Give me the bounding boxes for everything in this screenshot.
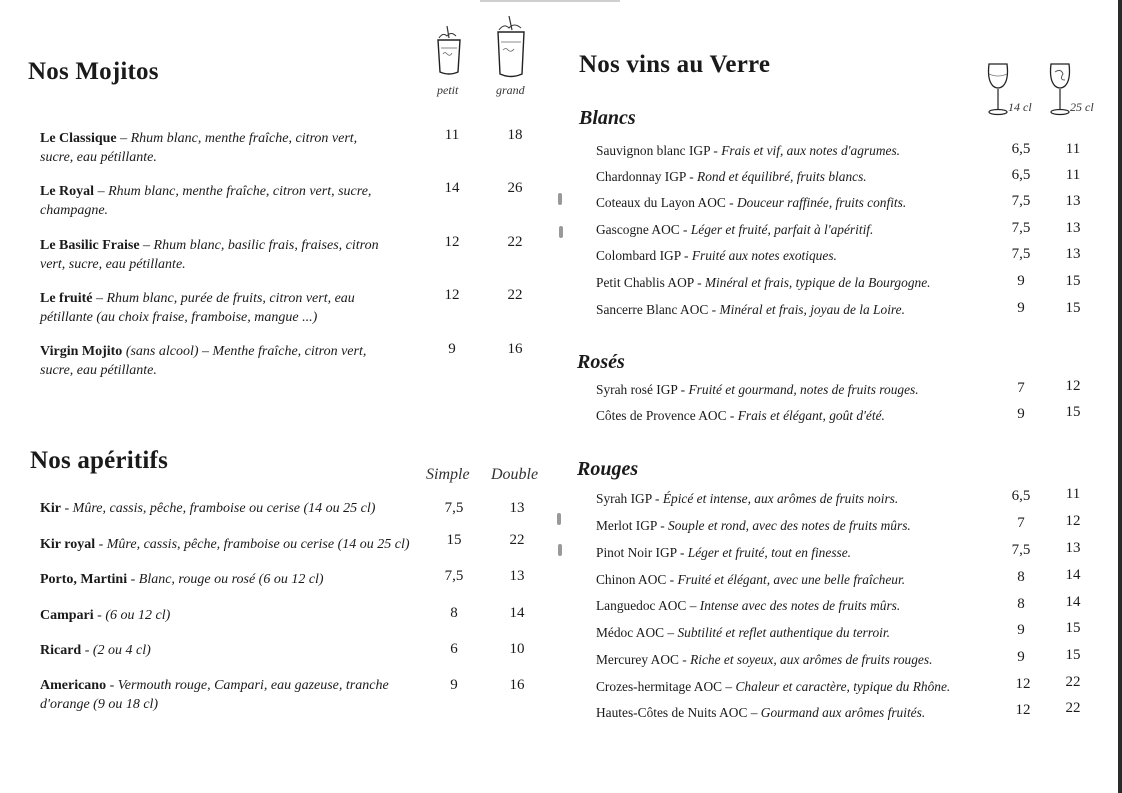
cocktail-glass-large-icon [493,14,529,80]
item-separator: - [127,572,139,587]
price-25cl: 13 [1065,193,1081,209]
mojitos-col-grand: grand [496,83,525,97]
price-grand: 22 [507,287,523,303]
item-separator: - [725,195,737,210]
wine-item [596,572,1016,588]
item-description: Frais et vif, aux notes d'agrumes. [721,143,900,158]
price-14cl: 12 [1015,702,1031,718]
item-separator: - [677,382,689,397]
item-name: Merlot IGP [596,518,657,533]
item-description: Souple et rond, avec des notes de fruits mûrs. [668,518,911,533]
item-name: Médoc AOC [596,625,665,640]
margin-mark [558,193,562,205]
item-separator: - [81,643,93,658]
mojito-item [40,129,380,167]
mojitos-title: Nos Mojitos [28,58,159,85]
item-description: Minéral et frais, typique de la Bourgogne. [704,275,931,290]
price-double: 10 [509,641,525,657]
item-description: Chaleur et caractère, typique du Rhône. [735,679,951,694]
wine-item [596,652,1016,668]
item-description: Gourmand aux arômes fruités. [760,705,926,720]
price-14cl: 7 [1017,515,1025,531]
price-14cl: 9 [1017,300,1025,316]
item-separator: - [726,408,738,423]
price-petit: 12 [444,287,460,303]
wine-item [596,705,1016,721]
wine-item [596,143,1016,159]
item-description: Intense avec des notes de fruits mûrs. [699,598,901,613]
item-separator: - [678,652,691,667]
wine-item [596,169,1016,185]
price-simple: 7,5 [444,500,464,516]
wine-item [596,679,1016,695]
item-description: Frais et élégant, goût d'été. [737,408,885,423]
price-25cl: 13 [1065,246,1081,262]
mojito-item [40,289,380,327]
item-separator: - [666,572,678,587]
price-simple: 9 [450,677,458,693]
item-name: Languedoc AOC [596,598,687,613]
wine-item [596,302,1016,318]
price-25cl: 15 [1065,300,1081,316]
item-description: Mûre, cassis, pêche, framboise ou cerise (14 ou 25 cl) [106,537,410,552]
price-25cl: 13 [1065,540,1081,556]
price-14cl: 9 [1017,406,1025,422]
page-edge [1118,0,1122,793]
item-name: Ricard [40,643,82,658]
item-separator: - [95,537,107,552]
mojito-item [40,236,380,274]
item-separator: - [685,169,698,184]
margin-mark [559,226,563,238]
item-description: Fruité aux notes exotiques. [691,248,837,263]
margin-mark [557,513,561,525]
item-description: Léger et fruité, tout en finesse. [687,545,852,560]
price-double: 14 [509,605,525,621]
price-14cl: 7 [1017,380,1025,396]
wine-item [596,222,1016,238]
price-25cl: 12 [1065,378,1081,394]
item-name: Kir royal [40,537,96,552]
price-25cl: 15 [1065,647,1081,663]
price-grand: 22 [507,234,523,250]
wines-col-14cl: 14 cl [1008,100,1032,114]
wine-item [596,518,1016,534]
item-separator: – [747,705,761,720]
wines-title: Nos vins au Verre [579,51,771,78]
price-14cl: 7,5 [1011,542,1031,558]
item-separator: – [94,184,109,199]
price-14cl: 8 [1017,569,1025,585]
item-description: Rhum blanc, purée de fruits, citron vert, eau pétillante (au choix fraise, framboise, mangue ...) [40,291,355,325]
price-25cl: 11 [1065,167,1081,183]
price-simple: 8 [450,605,458,621]
item-name: Colombard IGP [596,248,681,263]
margin-mark [558,544,562,556]
item-description: Rhum blanc, menthe fraîche, citron vert, sucre, eau pétillante. [40,131,358,165]
price-14cl: 7,5 [1011,220,1031,236]
price-14cl: 6,5 [1011,488,1031,504]
price-double: 22 [509,532,525,548]
wine-item [596,625,1016,641]
item-name: Le Basilic Fraise [40,238,140,253]
wines-col-25cl: 25 cl [1070,100,1094,114]
blancs-title: Blancs [579,107,636,129]
item-name: Sancerre Blanc AOC [596,302,709,317]
aperitifs-col-simple: Simple [426,466,470,483]
item-separator: - [710,143,722,158]
item-name: Gascogne AOC [596,222,680,237]
item-name: Americano [40,678,107,693]
wine-item [596,408,1016,424]
price-grand: 26 [507,180,523,196]
price-double: 16 [509,677,525,693]
item-description: Fruité et élégant, avec une belle fraîcheur. [677,572,906,587]
item-name: Côtes de Provence AOC [596,408,727,423]
wine-item [596,248,1016,264]
rouges-title: Rouges [577,458,639,480]
item-description: Mûre, cassis, pêche, framboise ou cerise (14 ou 25 cl) [72,501,376,516]
wine-item [596,598,1016,614]
wine-item [596,491,1016,507]
price-25cl: 11 [1065,141,1081,157]
wine-item [596,382,1016,398]
price-14cl: 9 [1017,622,1025,638]
aperitif-item [40,641,450,660]
price-25cl: 11 [1065,486,1081,502]
price-14cl: 7,5 [1011,193,1031,209]
price-25cl: 15 [1065,404,1081,420]
price-simple: 7,5 [444,568,464,584]
item-separator: - [651,491,663,506]
item-separator: - [93,608,106,623]
item-description: Minéral et frais, joyau de la Loire. [719,302,905,317]
price-14cl: 7,5 [1011,246,1031,262]
aperitifs-title: Nos apéritifs [30,447,169,474]
cocktail-glass-small-icon [433,24,465,78]
top-rule [480,0,620,2]
item-separator: – [116,131,131,146]
aperitif-item [40,606,450,625]
price-25cl: 14 [1065,594,1081,610]
price-petit: 9 [448,341,456,357]
item-separator: - [676,545,688,560]
item-separator: - [106,678,118,693]
item-description: Fruité et gourmand, notes de fruits rouges. [688,382,919,397]
price-14cl: 12 [1015,676,1031,692]
item-description: Épicé et intense, aux arômes de fruits noirs. [662,491,899,506]
aperitif-item [40,570,450,589]
aperitif-item [40,676,440,714]
item-name: Le Royal [40,184,95,199]
item-name: Virgin Mojito [40,344,123,359]
item-description: Blanc, rouge ou rosé (6 ou 12 cl) [138,572,324,587]
item-name: Sauvignon blanc IGP [596,143,711,158]
item-description: Rhum blanc, menthe fraîche, citron vert, sucre, champagne. [40,184,372,218]
item-name: Mercurey AOC [596,652,679,667]
price-grand: 16 [507,341,523,357]
item-name: Le fruité [40,291,93,306]
item-description: Léger et fruité, parfait à l'apéritif. [690,222,874,237]
aperitif-item [40,535,450,554]
item-name: Chardonnay IGP [596,169,686,184]
item-description: (6 ou 12 cl) [105,608,171,623]
item-name: Syrah IGP [596,491,652,506]
price-25cl: 13 [1065,220,1081,236]
item-name: Syrah rosé IGP [596,382,678,397]
item-separator: - [679,222,691,237]
item-separator: - [708,302,720,317]
item-separator: – [92,291,107,306]
price-grand: 18 [507,127,523,143]
item-separator: - [656,518,669,533]
item-separator: – [139,238,154,253]
item-description: Douceur raffinée, fruits confits. [736,195,907,210]
price-25cl: 15 [1065,273,1081,289]
mojito-item [40,182,380,220]
price-25cl: 22 [1065,674,1081,690]
item-description: Subtilité et reflet authentique du terroir. [677,625,890,640]
price-25cl: 22 [1065,700,1081,716]
price-14cl: 6,5 [1011,167,1031,183]
price-double: 13 [509,500,525,516]
price-25cl: 14 [1065,567,1081,583]
item-separator: – [722,679,736,694]
aperitif-item [40,499,450,518]
price-petit: 11 [444,127,460,143]
price-14cl: 8 [1017,596,1025,612]
mojitos-col-petit: petit [437,83,459,97]
item-separator: - [680,248,692,263]
item-name: Porto, Martini [40,572,128,587]
price-25cl: 12 [1065,513,1081,529]
mojito-item [40,342,380,380]
item-separator: - [61,501,73,516]
item-separator: – [686,598,700,613]
price-14cl: 6,5 [1011,141,1031,157]
item-description: Riche et soyeux, aux arômes de fruits rouges. [690,652,933,667]
roses-title: Rosés [577,351,625,373]
item-name: Chinon AOC [596,572,667,587]
item-description: (sans alcool) – Menthe fraîche, citron vert, sucre, eau pétillante. [40,344,367,378]
item-name: Coteaux du Layon AOC [596,195,726,210]
item-description: Rond et équilibré, fruits blancs. [697,169,867,184]
item-description: Vermouth rouge, Campari, eau gazeuse, tranche d'orange (9 ou 18 cl) [40,678,389,712]
item-name: Le Classique [40,131,117,146]
price-simple: 6 [450,641,458,657]
item-separator: – [664,625,678,640]
aperitifs-col-double: Double [491,466,539,483]
item-description: Rhum blanc, basilic frais, fraises, citron vert, sucre, eau pétillante. [40,238,379,272]
item-name: Hautes-Côtes de Nuits AOC [596,705,748,720]
price-25cl: 15 [1065,620,1081,636]
item-name: Crozes-hermitage AOC [596,679,723,694]
item-name: Kir [40,501,61,516]
price-14cl: 9 [1017,649,1025,665]
item-name: Pinot Noir IGP [596,545,677,560]
wine-item [596,275,1016,291]
item-name: Petit Chablis AOP [596,275,694,290]
item-name: Campari [40,608,94,623]
price-simple: 15 [446,532,462,548]
price-double: 13 [509,568,525,584]
wine-item [596,195,1016,211]
price-petit: 14 [444,180,460,196]
item-separator: - [693,275,705,290]
price-petit: 12 [444,234,460,250]
wine-item [596,545,1016,561]
item-description: (2 ou 4 cl) [92,643,151,658]
price-14cl: 9 [1017,273,1025,289]
